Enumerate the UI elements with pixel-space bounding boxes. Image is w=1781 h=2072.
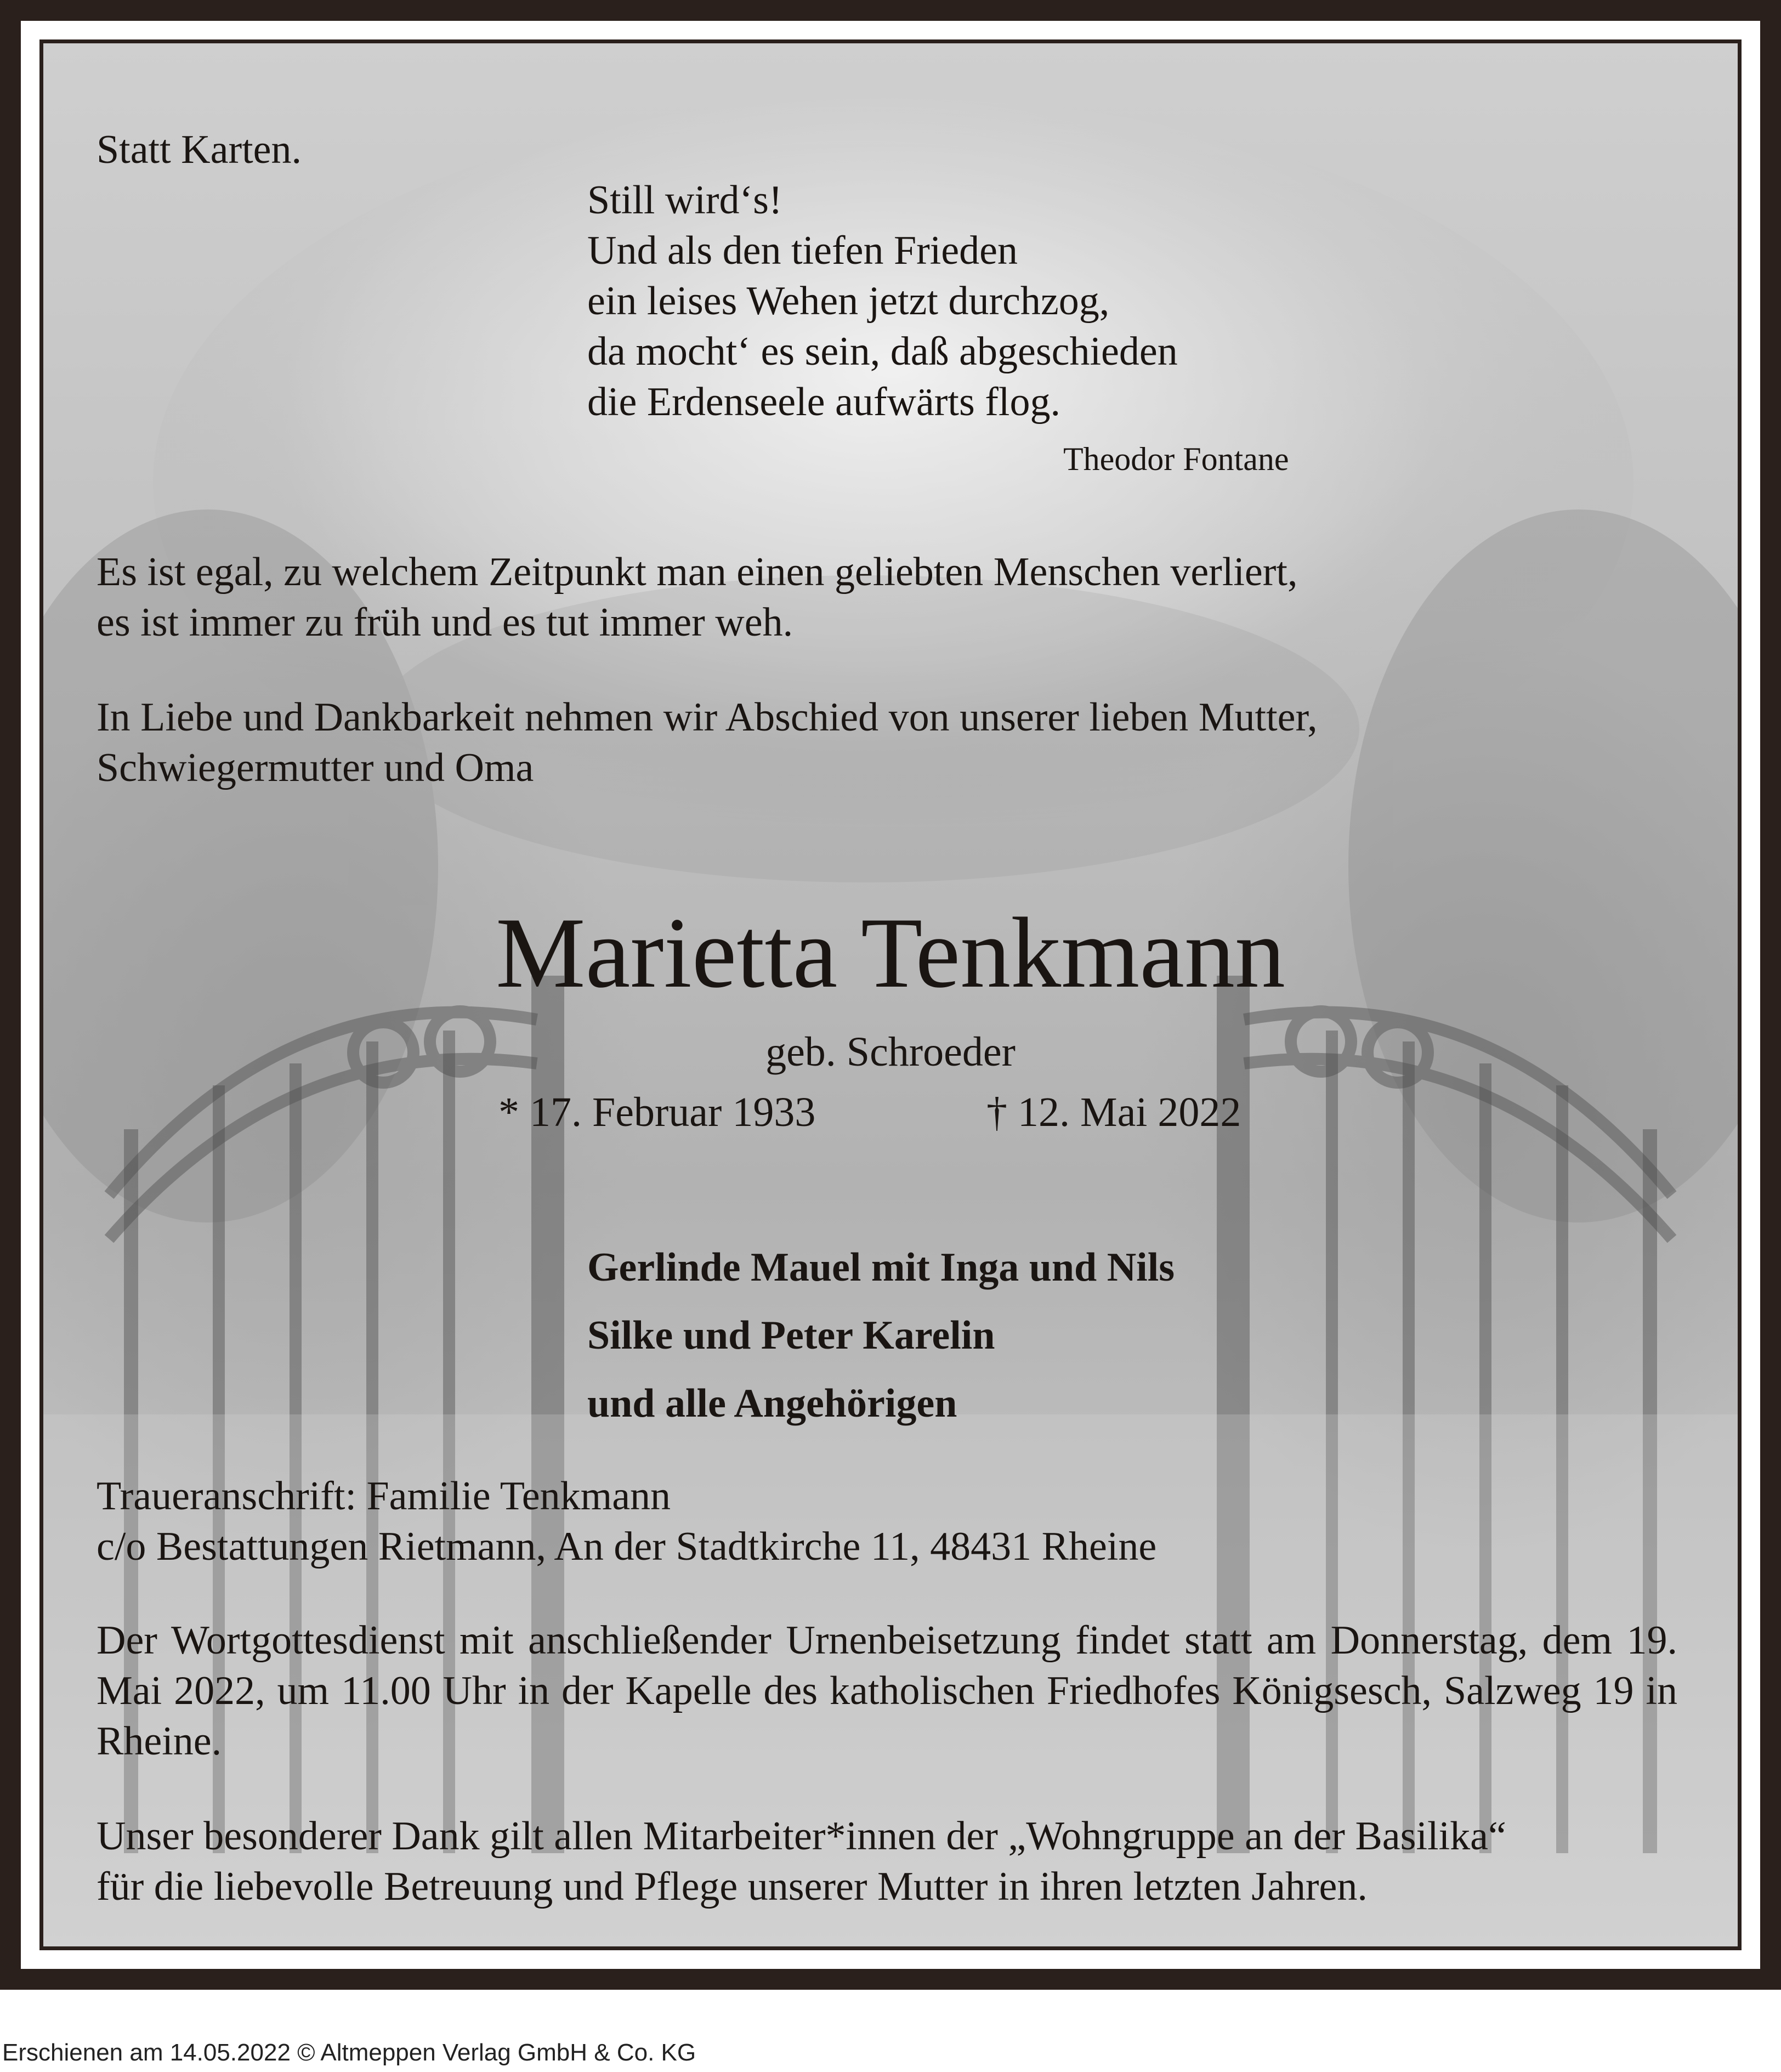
- publication-footer: Erschienen am 14.05.2022 © Altmeppen Verlag GmbH & Co. KG: [2, 2039, 696, 2066]
- intro-line: Es ist egal, zu welchem Zeitpunkt man einen geliebten Menschen verliert,: [97, 550, 1298, 595]
- farewell-text: [97, 692, 1318, 793]
- intro-text: [97, 547, 1297, 648]
- poem-line: die Erdenseele aufwärts flog.: [587, 380, 1060, 424]
- death-date: † 12. Mai 2022: [986, 1089, 1241, 1135]
- mourning-address: [97, 1471, 1156, 1572]
- thanks-text: [97, 1811, 1506, 1912]
- statt-karten-header: Statt Karten.: [97, 127, 302, 172]
- funeral-service-info: Der Wortgottesdienst mit anschließender Urnenbeisetzung findet statt am Donnerstag, dem 19. Mai 2022, um 11.00 Uhr in der Kapelle des katholischen Friedhofes Königsesch, Salzweg 19 in Rheine.: [97, 1618, 1677, 1764]
- poem-line: Und als den tiefen Frieden: [587, 228, 1018, 273]
- intro-line: es ist immer zu früh und es tut immer weh.: [97, 600, 793, 645]
- poem-line: da mocht‘ es sein, daß abgeschieden: [587, 329, 1178, 374]
- mourner-line: und alle Angehörigen: [587, 1381, 957, 1426]
- poem-author: Theodor Fontane: [1063, 441, 1289, 477]
- poem-line: ein leises Wehen jetzt durchzog,: [587, 279, 1110, 324]
- poem: [587, 175, 1178, 427]
- maiden-name: geb. Schroeder: [765, 1029, 1016, 1075]
- mourner-line: Silke und Peter Karelin: [587, 1313, 995, 1358]
- mourners-list: [587, 1233, 1175, 1437]
- poem-line: Still wird‘s!: [587, 178, 782, 223]
- address-line: Traueranschrift: Familie Tenkmann: [97, 1474, 671, 1519]
- farewell-line: In Liebe und Dankbarkeit nehmen wir Abschied von unserer lieben Mutter,: [97, 695, 1318, 740]
- birth-date: * 17. Februar 1933: [498, 1089, 816, 1135]
- address-line: c/o Bestattungen Rietmann, An der Stadtkirche 11, 48431 Rheine: [97, 1524, 1157, 1569]
- farewell-line: Schwiegermutter und Oma: [97, 745, 534, 790]
- obituary-notice: [39, 39, 1742, 1950]
- thanks-line: Unser besonderer Dank gilt allen Mitarbeiter*innen der „Wohngruppe an der Basilika“: [97, 1814, 1506, 1859]
- thanks-line: für die liebevolle Betreuung und Pflege unserer Mutter in ihren letzten Jahren.: [97, 1864, 1368, 1909]
- deceased-name: Marietta Tenkmann: [496, 897, 1285, 1009]
- mourner-line: Gerlinde Mauel mit Inga und Nils: [587, 1245, 1175, 1290]
